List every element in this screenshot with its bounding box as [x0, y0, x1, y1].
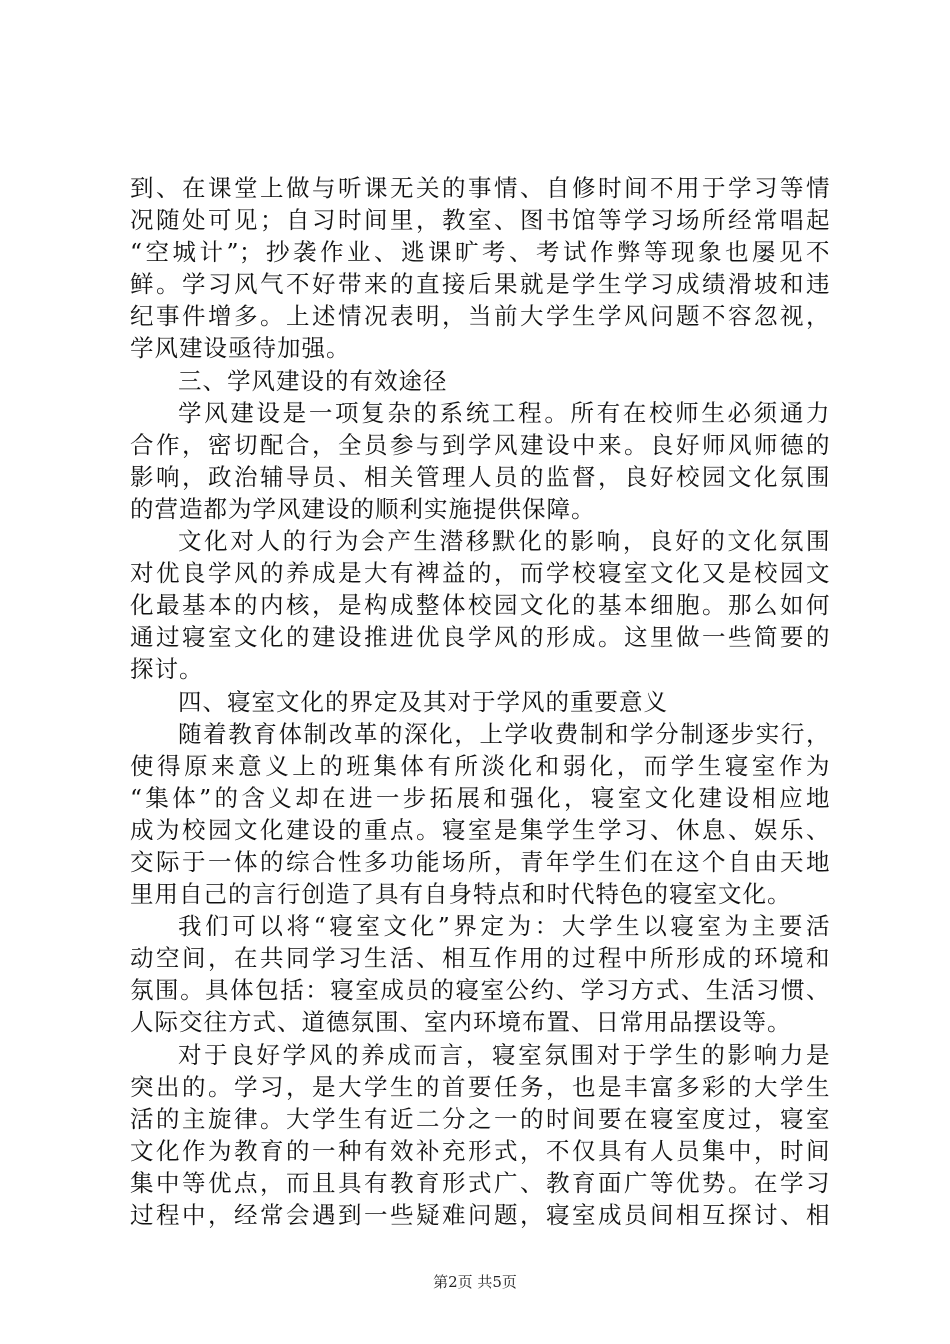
text-line: 三、学风建设的有效途径 [178, 366, 448, 395]
text-line: 影响，政治辅导员、相关管理人员的监督，良好校园文化氛围 [130, 462, 830, 491]
text-line: 人际交往方式、道德氛围、室内环境布置、日常用品摆设等。 [130, 1008, 792, 1037]
text-line: 活的主旋律。大学生有近二分之一的时间要在寝室度过，寝室 [130, 1104, 830, 1133]
text-line: 文化对人的行为会产生潜移默化的影响，良好的文化氛围 [178, 527, 830, 556]
text-line: 纪事件增多。上述情况表明，当前大学生学风问题不容忽视， [130, 302, 830, 331]
document-body [130, 172, 830, 1231]
text-line: 过程中，经常会遇到一些疑难问题，寝室成员间相互探讨、相 [130, 1201, 830, 1229]
text-line: 随着教育体制改革的深化，上学收费制和学分制逐步实行， [178, 719, 830, 748]
text-line: 集中等优点，而且具有教育形式广、教育面广等优势。在学习 [130, 1168, 830, 1197]
text-line: 对于良好学风的养成而言，寝室氛围对于学生的影响力是 [178, 1040, 830, 1069]
text-line: 成为校园文化建设的重点。寝室是集学生学习、休息、娱乐、 [130, 815, 830, 844]
text-line: “空城计”；抄袭作业、逃课旷考、考试作弊等现象也屡见不 [130, 238, 830, 267]
text-line: 使得原来意义上的班集体有所淡化和弱化，而学生寝室作为 [130, 751, 830, 780]
text-line: 合作，密切配合，全员参与到学风建设中来。良好师风师德的 [130, 430, 830, 459]
text-line: 化最基本的内核，是构成整体校园文化的基本细胞。那么如何 [130, 591, 830, 620]
text-line: 到、在课堂上做与听课无关的事情、自修时间不用于学习等情 [130, 174, 830, 202]
text-line: 通过寝室文化的建设推进优良学风的形成。这里做一些简要的 [130, 623, 830, 652]
text-line: 探讨。 [130, 655, 204, 684]
text-line: 的营造都为学风建设的顺利实施提供保障。 [130, 494, 596, 523]
text-line: 我们可以将“寝室文化”界定为：大学生以寝室为主要活 [178, 912, 830, 941]
text-line: 文化作为教育的一种有效补充形式，不仅具有人员集中，时间 [130, 1136, 830, 1165]
text-line: 对优良学风的养成是大有裨益的，而学校寝室文化又是校园文 [130, 559, 830, 588]
text-line: 况随处可见；自习时间里，教室、图书馆等学习场所经常唱起 [130, 206, 830, 235]
text-line: 四、寝室文化的界定及其对于学风的重要意义 [178, 687, 668, 716]
text-line: 氛围。具体包括：寝室成员的寝室公约、学习方式、生活习惯、 [130, 976, 830, 1005]
page-footer: 第2页 共5页 [433, 1273, 517, 1291]
text-line: 交际于一体的综合性多功能场所，青年学生们在这个自由天地 [130, 847, 830, 876]
text-line: 里用自己的言行创造了具有自身特点和时代特色的寝室文化。 [130, 880, 792, 909]
text-line: 学风建设亟待加强。 [130, 334, 351, 363]
text-line: 突出的。学习，是大学生的首要任务，也是丰富多彩的大学生 [130, 1072, 830, 1101]
text-line: 鲜。学习风气不好带来的直接后果就是学生学习成绩滑坡和违 [130, 270, 830, 299]
text-line: “集体”的含义却在进一步拓展和强化，寝室文化建设相应地 [130, 783, 830, 812]
text-line: 动空间，在共同学习生活、相互作用的过程中所形成的环境和 [130, 944, 830, 973]
text-line: 学风建设是一项复杂的系统工程。所有在校师生必须通力 [178, 398, 830, 427]
